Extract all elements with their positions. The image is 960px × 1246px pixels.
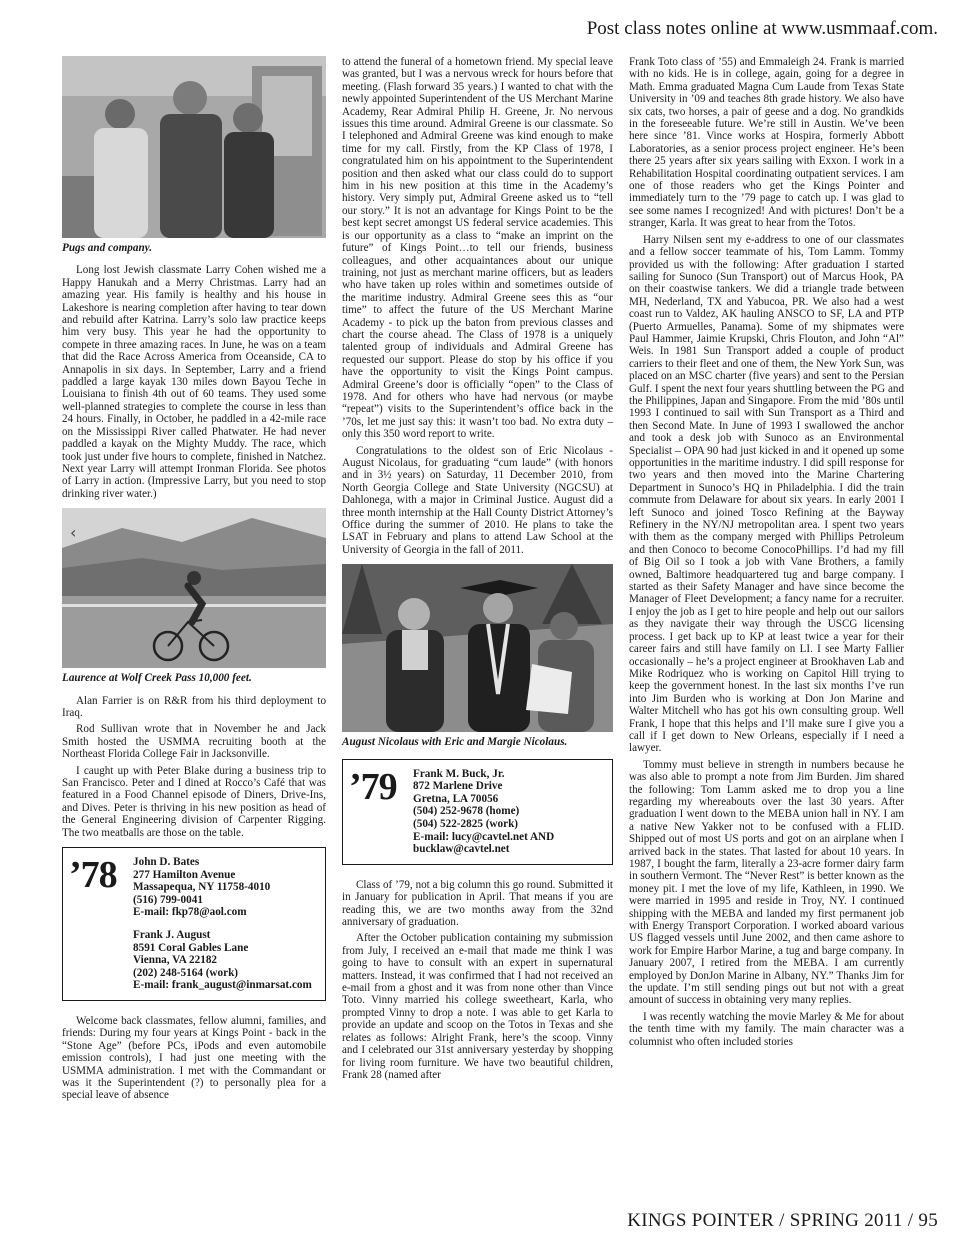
- paragraph-toto-family: Frank Toto class of ’55) and Emmaleigh 24. Frank is married with no kids. He is in college, again, going for a degree in Math. Emma graduated Magna Cum Laude from Texas State University in ’09 and teaches 8th grade history. We also have six cats, two horses, a pair of geese and a dog. No grandkids in the foreseeable future. We’re still in Austin. We’ve been here since ’81. Vince works at Hospira, formerly Abbott Laboratories, as a senior process project engineer. He’s been there 25 years after six years sailing with Exxon. I work in a Rehabilitation Hospital coordinating outpatient services. I am one of those readers who get the Kings Pointer and immediately turn to the ’79 page to catch up. I was glad to see some names I recognized! And with pictures! Don’t be a stranger, Karla. It was great to hear from the Totos.: [629, 56, 904, 230]
- class-78-contact-box: [62, 847, 326, 1001]
- contact-city: Vienna, VA 22182: [133, 954, 218, 967]
- photo-pugs-and-company: [62, 56, 326, 238]
- contact-phone: (202) 248-5164 (work): [133, 966, 239, 979]
- paragraph-admiral-greene: to attend the funeral of a hometown friend. My special leave was granted, but I was a nervous wreck for hours before that meeting. (Flash forward 35 years.) I wanted to chat with the newly appointed Superintendent of the US Merchant Marine Academy, Rear Admiral Philip H. Greene, Jr. No nervous issues this time around. Admiral Greene is our classmate. So I telephoned and Admiral Greene was kind enough to make time for my call. Firstly, from the KP Class of 1978, I congratulated him on his appointment to the Superintendent position and then asked what our class could do to support him in his new position at this time in the Academy’s history. Very simply put, Admiral Greene asked us to “tell our story.” It is not an advantage for Kings Point to be the best kept secret amongst US federal service academies. This is our opportunity as a class to “make an imprint on the future” of Kings Point…to tell our friends, business colleagues, and other acquaintances about our unique training, not just as merchant marine officers, but as leaders who have taken up roles within and sometimes outside of the maritime industry. Admiral Greene sees this as “our time” to affect the future of the US Merchant Marine Academy - to pick up the baton from previous classes and chart the course ahead. The Class of 1978 is a uniquely talented group of individuals and Admiral Greene has requested our support. Please do stop by his office if you have the opportunity to visit the Kings Point campus. Admiral Greene’s door is officially “open” to the Class of 1978. And for others who have had nervous (or maybe “repeat”) visits to the Superintendent’s office back in the ’70s, let me just say this: it wasn’t too bad. No extra duty – only this 350 word report to write.: [342, 56, 613, 441]
- contact-city: Massapequa, NY 11758-4010: [133, 881, 271, 894]
- class-78-addresses: [133, 856, 312, 992]
- paragraph-alan-farrier: Alan Farrier is on R&R from his third deployment to Iraq.: [62, 694, 326, 719]
- contact-phone: (516) 799-0041: [133, 893, 203, 906]
- column-2: [342, 56, 613, 1085]
- contact-email: E-mail: frank_august@inmarsat.com: [133, 979, 312, 992]
- chevron-left-icon: ‹: [70, 523, 77, 543]
- class-year-79: ’79: [349, 765, 397, 808]
- contact-email-2: bucklaw@cavtel.net: [413, 843, 510, 856]
- caption-nicolaus: August Nicolaus with Eric and Margie Nicolaus.: [342, 736, 568, 749]
- contact-street: 277 Hamilton Avenue: [133, 868, 236, 881]
- contact-street: 8591 Coral Gables Lane: [133, 941, 249, 954]
- paragraph-marley-and-me: I was recently watching the movie Marley & Me for about the tenth time with my family. The main character was a columnist who often included stories: [629, 1010, 904, 1048]
- column-1: [62, 56, 326, 1106]
- caption-laurence: Laurence at Wolf Creek Pass 10,000 feet.: [62, 672, 252, 685]
- page-header-url: Post class notes online at www.usmmaaf.com.: [586, 18, 938, 39]
- paragraph-welcome-back: Welcome back classmates, fellow alumni, families, and friends: During my four years at Kings Point - back in the “Stone Age” (before PCs, iPods and even automobile emission controls), I had just one meeting with the USMMA administration. I met with the Commandant or was it the Superintendent (?) to personally plea for a special leave of absence: [62, 1014, 326, 1102]
- paragraph-rod-sullivan: Rod Sullivan wrote that in November he and Jack Smith hosted the USMMA recruiting booth at the Northeast Florida College Fair in Jacksonville.: [62, 723, 326, 761]
- contact-phone-work: (504) 522-2825 (work): [413, 818, 519, 831]
- contact-street: 872 Marlene Drive: [413, 780, 503, 793]
- contact-name: John D. Bates: [133, 856, 200, 868]
- contact-name: Frank M. Buck, Jr.: [413, 767, 505, 780]
- paragraph-class-79-intro: Class of ’79, not a big column this go round. Submitted it in January for publication in April. That means if you are reading this, we are two months away from the 32nd anniversary of graduation.: [342, 878, 613, 929]
- caption-pugs: Pugs and company.: [62, 242, 153, 254]
- photo-nicolaus-family: [342, 564, 613, 732]
- photo-cyclist-image: [62, 508, 326, 668]
- paragraph-tom-lamm: Harry Nilsen sent my e-address to one of our classmates and a fellow soccer teammate of his, Tom Lamm. Tommy provided us with the following: After graduation I started sailing for Sunoco (Sun Transport) out of Marcus Hook, PA on their coastwise tankers. We did a triangle trade between MH, Nederland, TX and Yabucoa, PR. We also had a west coast run to Valdez, AK hauling ANSCO to SF, LA and PTP (Puerto Armuelles, Panama). Some of my shipmates were Paul Hammer, Jaimie Krupski, Chris Flouton, and John “Al” Weis. In 1981 Sun Transport added a couple of product carriers to their fleet and one of them, the New York Sun, was placed on an MSC charter (five years) and sent to the Persian Gulf. I spent the next four years shuttling between the PG and the Philippines, Japan and Singapore. From the mid ’80s until 1993 I continued to sail with Sun Transport as a Third and then Second Mate. In June of 1993 I swallowed the anchor and took a desk job with Sunoco as an Environmental Specialist – OPA 90 had just kicked in and it opened up some opportunities in the maritime industry. I did spill response for two years and then moved into the Marine Chartering Department in Sunoco’s HQ in Philadelphia. I did the train commute from Delaware for about six years. In early 2001 I left Sunoco and joined Tosco Refining at the Bayway Refinery in the NY/NJ metropolitan area. I spent two years with them as the company merged with Phillips Petroleum and then Conoco to become ConocoPhillips. I’d had my fill of Big Oil so I took a job with Vane Brothers, a family owned, Baltimore headquartered tug and barge company. I started as their Safety Manager and have since become the Manager of Fleet Development; a fancy name for a recruiter. I enjoy the job as I get to hire people and help out our sailors as they navigate their way through the USCG licensing process. I get back up to KP at least twice a year for their career fairs and still have family on LI. I see Marty Fallier occasionally – he’s a project engineer at Brookhaven Lab and Mike Rodriquez who is working on Capitol Hill trying to keep the government honest. In the last six months I’ve run into Jim Burden who is working at Don Jon Marine and Walter Mitchell who has got his own consulting group. Well Frank, I hope that this helps and I’ll make sure I give you a call if I get down to New Orleans, especially if I need a lawyer.: [629, 233, 904, 755]
- class-79-addresses: [413, 768, 554, 856]
- paragraph-larry-cohen: Long lost Jewish classmate Larry Cohen wished me a Happy Hanukah and a Merry Christmas. Larry had an amazing year. His family is healthy and his house in Lakeshore is nearing completion after having to tear down and rebuild after Katrina. Larry’s solo law practice keeps him very busy. This year he had the opportunity to compete in three amazing races. In June, he was on a team that did the Race Across America from Oceanside, CA to Annapolis in six days. In September, Larry and a friend paddled a large kayak 130 miles down Bayou Teche in Louisiana to finish 4th out of 60 teams. They used some well-planned strategies to complete the course in less than 24 hours. Finally, in October, he paddled in a 42-mile race on the Mississippi River called Phatwater. He had never paddled a kayak on the Mighty Muddy. The race, which took just under five hours to complete, finished in Natchez. Next year Larry will attempt Ironman Florida. See photos of Larry in action. (Impressive Larry, but you need to stop drinking river water.): [62, 264, 326, 500]
- photo-three-men-image: [62, 56, 326, 238]
- paragraph-peter-blake: I caught up with Peter Blake during a business trip to San Francisco. Peter and I dined at Rocco’s Café that was featured in a Food Channel episode of Diners, Drive-Ins, and Dives. Peter is thriving in his new position as head of the General Engineering division of Carpenter Rigging. The two meatballs are those on the table.: [62, 764, 326, 839]
- class-79-contact-box: [342, 759, 613, 865]
- column-3: [629, 56, 904, 1052]
- paragraph-jim-burden: Tommy must believe in strength in numbers because he was also able to prompt a note from Jim Burden. Jim shared the following: Tom Lamm asked me to drop you a line regarding my whereabouts over the last 30 years. After graduation I went down to the MEBA union hall in NY. I am a native New Yakker not to be confused with a FLID. Shipped out of most US ports and got on an airplane when I arrived back in the states. That lasted for about 10 years. In 1987, I bought the farm, literally a 23-acre former dairy farm in southern Vermont. The “Never Rest” is better known as the money pit. I met the love of my life, Kathleen, in 1990. We were married in 1995 and reside in Troy, NY. I continued shipping with the MEBA and landed my first permanent job with Energy Transport Corporation. I worked aboard various US flagged vessels until June 2002, and then came ashore to work for Empire Harbor Marine, a tug and barge company. In January 2007, I retired from the MEBA. I am currently employed by DonJon Marine in Albany, NY.” Thanks Jim for the update. I’m still sending pings out but not with a great amount of success in obtaining very many replies.: [629, 758, 904, 1007]
- contact-phone-home: (504) 252-9678 (home): [413, 805, 520, 818]
- contact-name: Frank J. August: [133, 928, 211, 941]
- class-year-78: ’78: [69, 854, 117, 896]
- page-footer: KINGS POINTER / SPRING 2011 / 95: [627, 1210, 938, 1231]
- contact-city: Gretna, LA 70056: [413, 792, 499, 805]
- paragraph-eric-nicolaus: Congratulations to the oldest son of Eric Nicolaus - August Nicolaus, for graduating “cum laude” (with honors and in 3½ years) on Saturday, 11 December 2010, from North Georgia College and State University (NGCSU) at Dahlonega, with a major in Criminal Justice. August did a three month internship at the Hall County District Attorney’s Office during the summer of 2010. He plans to take the LSAT in February and plans to attend Law School at the University of Georgia in the fall of 2011.: [342, 444, 613, 556]
- photo-graduation-image: [342, 564, 613, 732]
- contact-email: E-mail: lucy@cavtel.net AND: [413, 830, 555, 843]
- paragraph-vince-toto: After the October publication containing my submission from July, I received an e-mail that made me think I was going to have to consult with an expert in supernatural matters. Instead, it was confirmed that I had not received an e-mail from a ghost and it was from none other than Vince Toto. Vinny married his college sweetheart, Karla, who prompted Vinny to drop a note. I was able to get Karla to provide an update and scoop on the Totos in Texas and she relates as follows: Alright Frank, here’s the scoop. Vinny and I celebrated our 31st anniversary yesterday by shopping for living room furniture. We have two beautiful children, Frank 28 (named after: [342, 932, 613, 1081]
- contact-email: E-mail: fkp78@aol.com: [133, 906, 247, 919]
- photo-cyclist-wolf-creek: [62, 508, 326, 668]
